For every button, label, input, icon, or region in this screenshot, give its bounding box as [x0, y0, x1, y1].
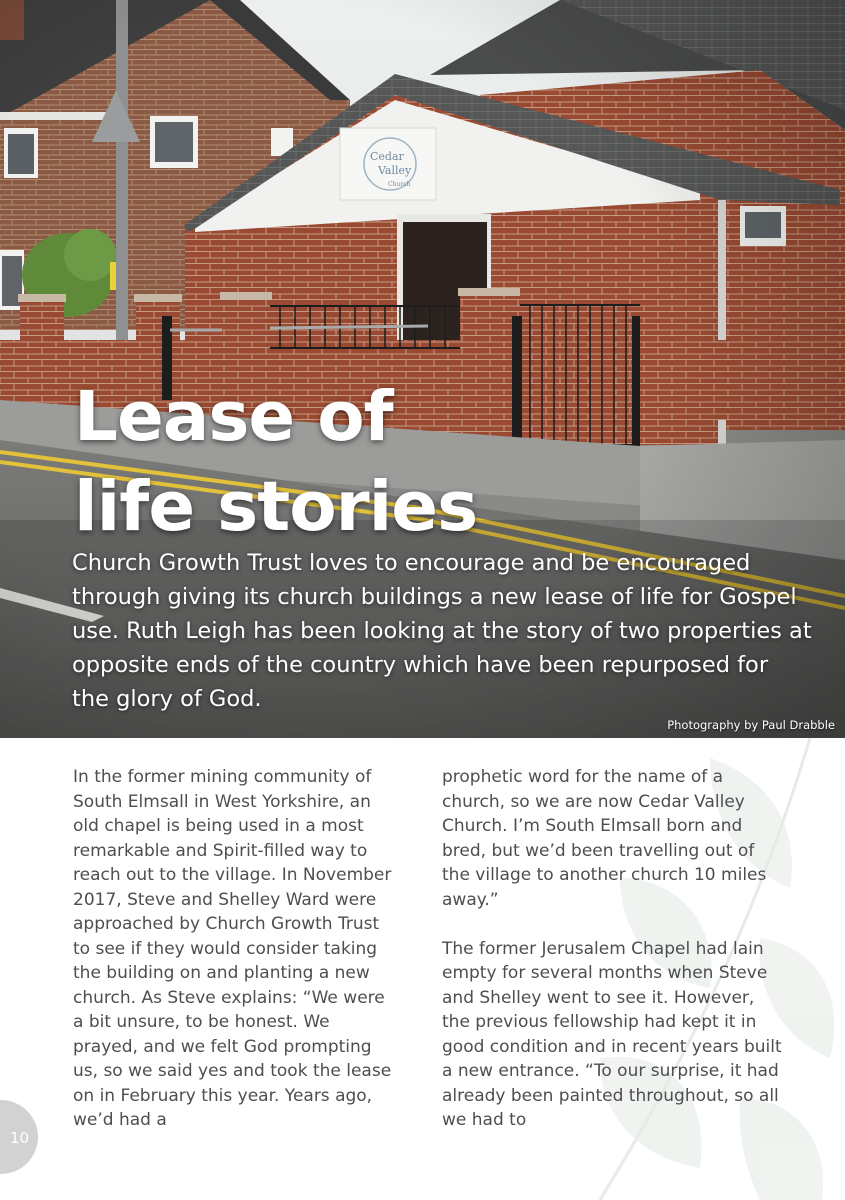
column-2-paragraph-2: The former Jerusalem Chapel had lain empty for several months when Steve and Shelley went to see it. However, the previous fellowship had kept it in good condition and in recent years built a new entrance. “To our surprise, it had already been painted throughout, so all we had to: [442, 938, 782, 1130]
page-number: 10: [10, 1129, 30, 1147]
article-column-1: In the former mining community of South Elmsall in West Yorkshire, an old chapel is being used in a most remarkable and Spirit-filled way to reach out to the village. In November 2017, Steve and Shelley Ward were approached by Church Growth Trust to see if they would consider taking the building on and planting a new church. As Steve explains: “We were a bit unsure, to be honest. We prayed, and we felt God prompting us, so we said yes and took the lease on in February this year. Years ago, we’d had a: [73, 767, 392, 1130]
page-number-badge: [0, 1100, 38, 1174]
article-standfirst: Church Growth Trust loves to encourage and be encouraged through giving its church buildings a new lease of life for Gospel use. Ruth Leigh has been looking at the story of two properties at opposite ends of the country which have been repurposed for the glory of God.: [72, 550, 812, 712]
column-2-paragraph-1: prophetic word for the name of a church, so we are now Cedar Valley Church. I’m South Elmsall born and bred, but we’d been travelling out of the village to another church 10 miles away.”: [442, 767, 767, 910]
article-column-2: [442, 765, 782, 1133]
title-line-2: life stories: [74, 467, 478, 547]
photo-credit: Photography by Paul Drabble: [667, 718, 835, 732]
article-title: [74, 372, 477, 552]
title-line-1: Lease of: [74, 377, 393, 457]
